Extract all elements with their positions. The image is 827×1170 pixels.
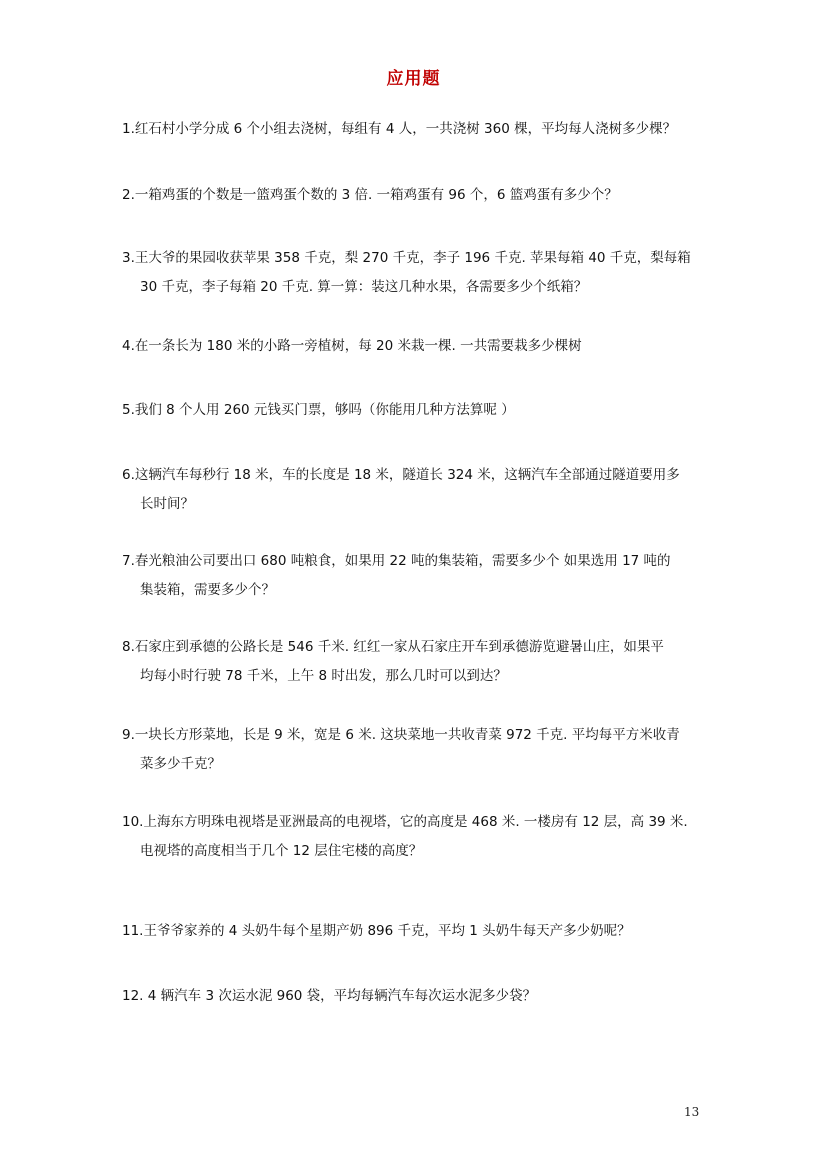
page-title: 应用题 — [386, 69, 441, 89]
question-number: 2. — [122, 187, 135, 203]
question-number: 5. — [122, 402, 135, 418]
question-number: 12. — [122, 988, 144, 1004]
question-5 — [122, 396, 712, 425]
question-continuation: 电视塔的高度相当于几个 12 层住宅楼的高度？ — [140, 843, 423, 859]
question-text: 红石村小学分成 6 个小组去浇树，每组有 4 人，一共浇树 360 棵，平均每人浇树多少棵？ — [134, 121, 677, 137]
question-number: 3. — [122, 250, 135, 266]
question-11 — [122, 917, 712, 946]
question-number: 6. — [122, 467, 135, 483]
question-line — [122, 396, 712, 425]
question-7 — [122, 547, 712, 605]
question-6 — [122, 461, 712, 519]
question-line — [122, 547, 712, 576]
question-4 — [122, 332, 712, 361]
question-number: 10. — [122, 814, 144, 830]
question-line — [122, 721, 712, 750]
question-line — [122, 115, 712, 144]
question-text: 在一条长为 180 米的小路一旁植树，每 20 米栽一棵. 一共需要栽多少棵树 — [134, 338, 582, 354]
question-number: 11. — [122, 923, 144, 939]
question-number: 4. — [122, 338, 135, 354]
question-number: 8. — [122, 639, 135, 655]
question-continuation: 长时间？ — [140, 496, 194, 512]
page-number: 13 — [684, 1105, 700, 1119]
question-text: 4 辆汽车 3 次运水泥 960 袋，平均每辆汽车每次运水泥多少袋？ — [143, 988, 537, 1004]
question-line — [122, 982, 712, 1011]
question-line — [122, 181, 712, 210]
question-number: 7. — [122, 553, 135, 569]
question-continuation: 菜多少千克？ — [140, 756, 221, 772]
question-text: 一箱鸡蛋的个数是一篮鸡蛋个数的 3 倍. 一箱鸡蛋有 96 个，6 篮鸡蛋有多少个？ — [134, 187, 618, 203]
question-line — [122, 633, 712, 662]
question-line — [122, 244, 712, 273]
question-9 — [122, 721, 712, 779]
question-text: 石家庄到承德的公路长是 546 千米. 红红一家从石家庄开车到承德游览避暑山庄，如果平 — [134, 639, 664, 655]
question-text: 这辆汽车每秒行 18 米，车的长度是 18 米，隧道长 324 米，这辆汽车全部通过隧道要用多 — [134, 467, 680, 483]
question-text: 一块长方形菜地，长是 9 米，宽是 6 米. 这块菜地一共收青菜 972 千克. 平均每平方米收青 — [134, 727, 680, 743]
question-2 — [122, 181, 712, 210]
question-line — [122, 332, 712, 361]
question-10 — [122, 808, 712, 866]
question-text: 我们 8 个人用 260 元钱买门票，够吗（你能用几种方法算呢 ） — [134, 402, 515, 418]
question-number: 9. — [122, 727, 135, 743]
question-line — [122, 808, 712, 837]
question-line — [122, 461, 712, 490]
question-line — [122, 917, 712, 946]
question-text: 王大爷的果园收获苹果 358 千克，梨 270 千克，李子 196 千克. 苹果每箱 40 千克，梨每箱 — [134, 250, 691, 266]
question-number: 1. — [122, 121, 135, 137]
question-3 — [122, 244, 712, 302]
question-12 — [122, 982, 712, 1011]
question-text: 上海东方明珠电视塔是亚洲最高的电视塔，它的高度是 468 米. 一楼房有 12 层，高 39 米. — [143, 814, 688, 830]
question-text: 王爷爷家养的 4 头奶牛每个星期产奶 896 千克，平均 1 头奶牛每天产多少奶呢？ — [143, 923, 631, 939]
question-1 — [122, 115, 712, 144]
question-8 — [122, 633, 712, 691]
question-continuation: 集装箱，需要多少个？ — [140, 582, 275, 598]
question-continuation: 均每小时行驶 78 千米，上午 8 时出发，那么几时可以到达？ — [140, 668, 507, 684]
question-text: 春光粮油公司要出口 680 吨粮食，如果用 22 吨的集装箱，需要多少个 如果选用 17 吨的 — [134, 553, 671, 569]
question-continuation: 30 千克，李子每箱 20 千克. 算一算：装这几种水果，各需要多少个纸箱？ — [140, 279, 588, 295]
